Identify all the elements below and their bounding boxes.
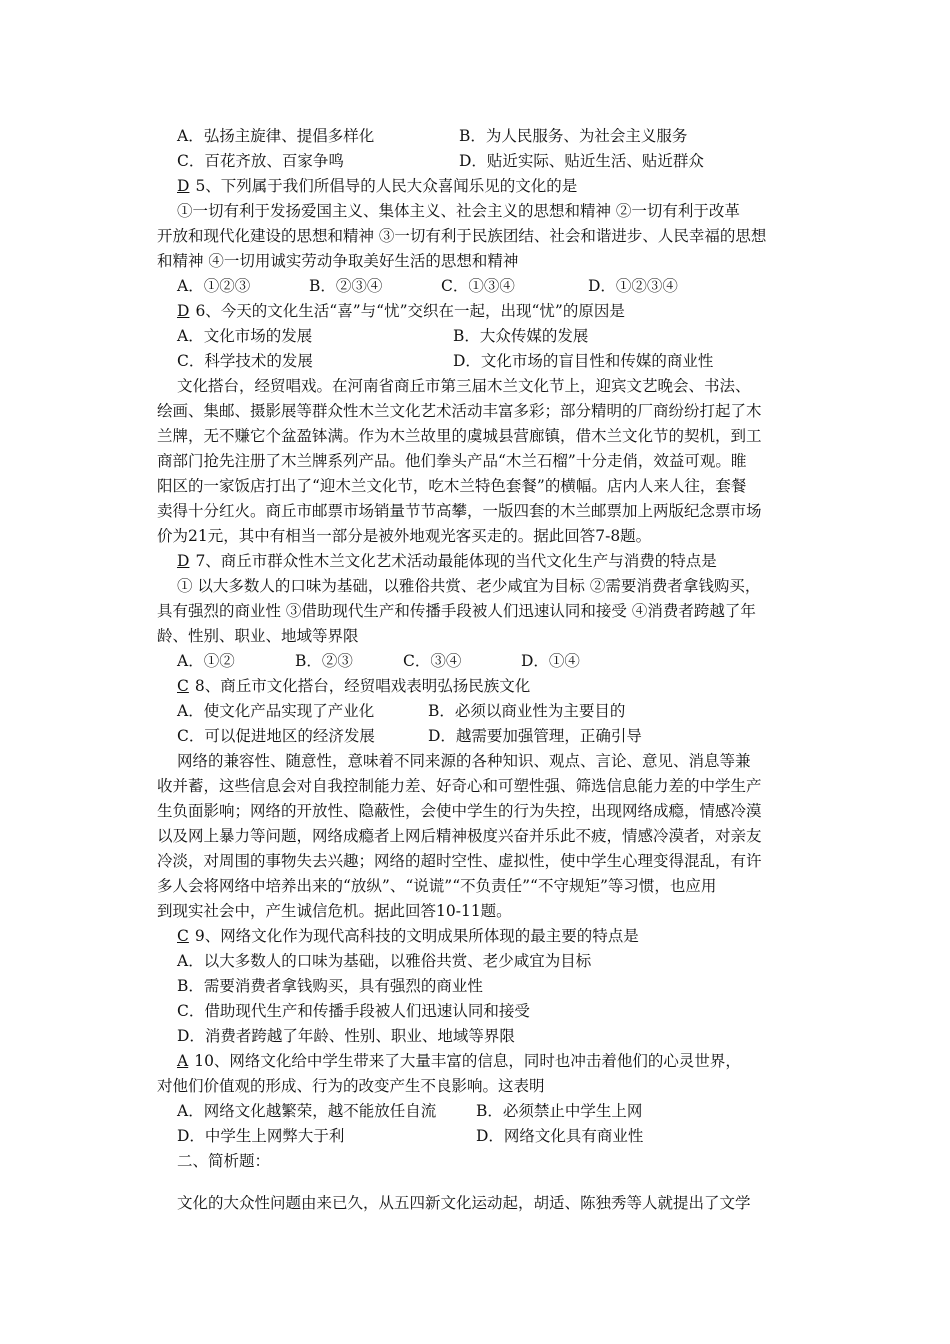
passage1-line-5: 阳区的一家饭店打出了“迎木兰文化节，吃木兰特色套餐”的横幅。店内人来人往，套餐	[157, 477, 747, 495]
q6-option-d: D．文化市场的盲目性和传媒的商业性	[453, 352, 714, 370]
passage2-line-5: 冷淡，对周围的事物失去兴趣；网络的超时空性、虚拟性，使中学生心理变得混乱，有许	[157, 852, 762, 870]
q10-options-row-1	[177, 1099, 817, 1124]
q7-stem: 7、商丘市群众性木兰文化艺术活动最能体现的当代文化生产与消费的特点是	[195, 552, 717, 570]
q8-stem-line	[177, 674, 817, 699]
q8-options-row-1	[177, 699, 817, 724]
q8-answer: C	[177, 677, 189, 695]
passage1-line-6: 卖得十分红火。商丘市邮票市场销量节节高攀，一版四套的木兰邮票加上两版纪念票市场	[157, 502, 762, 520]
q8-options-row-2	[177, 724, 817, 749]
q8-option-a: A．使文化产品实现了产业化	[177, 702, 375, 720]
q10-options-row-2	[177, 1124, 817, 1149]
q10-answer: A	[177, 1052, 189, 1070]
q10-stem: 10、网络文化给中学生带来了大量丰富的信息，同时也冲击着他们的心灵世界，	[194, 1052, 741, 1070]
q9-stem: 9、网络文化作为现代高科技的文明成果所体现的最主要的特点是	[194, 927, 639, 945]
q9-stem-line	[177, 924, 817, 949]
q10-line-2: 对他们价值观的形成、行为的改变产生不良影响。这表明	[157, 1077, 545, 1095]
q5-stem: 5、下列属于我们所倡导的人民大众喜闻乐见的文化的是	[195, 177, 578, 195]
q5-options-row	[177, 274, 817, 299]
q7-option-c: C．③④	[403, 652, 462, 670]
q7-line-2: 具有强烈的商业性 ③借助现代生产和传播手段被人们迅速认同和接受 ④消费者跨越了年	[157, 602, 756, 620]
q10-option-c: D．中学生上网弊大于利	[177, 1127, 345, 1145]
q9-option-b: B．需要消费者拿钱购买，具有强烈的商业性	[177, 977, 483, 995]
q6-option-a: A．文化市场的发展	[177, 327, 313, 345]
q5-stem-line	[177, 174, 817, 199]
q4-option-d: D．贴近实际、贴近生活、贴近群众	[459, 152, 704, 170]
passage1-line-4: 商部门抢先注册了木兰牌系列产品。他们拳头产品“木兰石榴”十分走俏，效益可观。睢	[157, 452, 747, 470]
q8-option-b: B．必须以商业性为主要目的	[428, 702, 626, 720]
q9-option-a: A．以大多数人的口味为基础，以雅俗共赏、老少咸宜为目标	[177, 952, 592, 970]
passage2-line-3: 生负面影响；网络的开放性、隐蔽性，会使中学生的行为失控，出现网络成瘾，情感冷漠	[157, 802, 762, 820]
passage2-line-6: 多人会将网络中培养出来的“放纵”、“说谎”“不负责任”“不守规矩”等习惯，也应用	[157, 877, 717, 895]
spacer	[177, 1174, 817, 1191]
q6-stem: 6、今天的文化生活“喜”与“忧”交织在一起，出现“忧”的原因是	[195, 302, 625, 320]
q5-option-d: D．①②③④	[588, 277, 678, 295]
q6-option-c: C．科学技术的发展	[177, 352, 313, 370]
passage1-line-3: 兰牌，无不赚它个盆盈钵满。作为木兰故里的虞城县营廊镇，借木兰文化节的契机，到工	[157, 427, 762, 445]
section2-title: 二、简析题：	[177, 1152, 271, 1170]
q10-option-a: A．网络文化越繁荣，越不能放任自流	[177, 1102, 437, 1120]
q9-option-d: D．消费者跨越了年龄、性别、职业、地域等界限	[177, 1027, 515, 1045]
q4-options-row-2	[177, 149, 817, 174]
q5-line-3: 和精神 ④一切用诚实劳动争取美好生活的思想和精神	[157, 252, 519, 270]
q5-line-1: ①一切有利于发扬爱国主义、集体主义、社会主义的思想和精神 ②一切有利于改革	[177, 202, 740, 220]
passage2-line-7: 到现实社会中，产生诚信危机。据此回答10-11题。	[157, 902, 512, 920]
q7-option-b: B．②③	[295, 652, 353, 670]
q6-options-row-1	[177, 324, 817, 349]
q4-options-row-1	[177, 124, 817, 149]
q8-option-c: C．可以促进地区的经济发展	[177, 727, 375, 745]
q5-option-a: A．①②③	[177, 277, 251, 295]
passage1-line-2: 绘画、集邮、摄影展等群众性木兰文化艺术活动丰富多彩；部分精明的厂商纷纷打起了木	[157, 402, 762, 420]
q10-option-d: D．网络文化具有商业性	[476, 1127, 644, 1145]
q5-option-c: C．①③④	[441, 277, 515, 295]
q4-option-a: A．弘扬主旋律、提倡多样化	[177, 127, 375, 145]
q5-option-b: B．②③④	[309, 277, 383, 295]
q6-stem-line	[177, 299, 817, 324]
q4-option-b: B．为人民服务、为社会主义服务	[459, 127, 688, 145]
q8-option-d: D．越需要加强管理，正确引导	[428, 727, 642, 745]
q7-option-a: A．①②	[177, 652, 235, 670]
passage2-line-1: 网络的兼容性、随意性，意味着不同来源的各种知识、观点、言论、意见、消息等兼	[177, 752, 751, 770]
q10-option-b: B．必须禁止中学生上网	[476, 1102, 643, 1120]
passage1-line-1: 文化搭台，经贸唱戏。在河南省商丘市第三届木兰文化节上，迎宾文艺晚会、书法、	[177, 377, 751, 395]
passage2-line-4: 以及网上暴力等问题，网络成瘾者上网后精神极度兴奋并乐此不疲，情感冷漠者，对亲友	[157, 827, 762, 845]
q7-stem-line	[177, 549, 817, 574]
q7-line-3: 龄、性别、职业、地域等界限	[157, 627, 359, 645]
q7-line-1: ① 以大多数人的口味为基础，以雅俗共赏、老少咸宜为目标 ②需要消费者拿钱购买，	[177, 577, 761, 595]
q7-options-row	[177, 649, 817, 674]
passage2-line-2: 收并蓄，这些信息会对自我控制能力差、好奇心和可塑性强、筛选信息能力差的中学生产	[157, 777, 762, 795]
document-content	[157, 124, 817, 1216]
q6-option-b: B．大众传媒的发展	[453, 327, 589, 345]
q7-answer: D	[177, 552, 190, 570]
passage3-line-1: 文化的大众性问题由来已久，从五四新文化运动起，胡适、陈独秀等人就提出了文学	[177, 1194, 751, 1212]
q4-option-c: C．百花齐放、百家争鸣	[177, 152, 344, 170]
q9-option-c: C．借助现代生产和传播手段被人们迅速认同和接受	[177, 1002, 530, 1020]
q9-answer: C	[177, 927, 189, 945]
q8-stem: 8、商丘市文化搭台，经贸唱戏表明弘扬民族文化	[194, 677, 531, 695]
q7-option-d: D．①④	[521, 652, 580, 670]
q5-answer: D	[177, 177, 190, 195]
q6-answer: D	[177, 302, 190, 320]
q5-line-2: 开放和现代化建设的思想和精神 ③一切有利于民族团结、社会和谐进步、人民幸福的思想	[157, 227, 767, 245]
q6-options-row-2	[177, 349, 817, 374]
q10-stem-line	[177, 1049, 817, 1074]
passage1-line-7: 价为21元，其中有相当一部分是被外地观光客买走的。据此回答7-8题。	[157, 527, 652, 545]
